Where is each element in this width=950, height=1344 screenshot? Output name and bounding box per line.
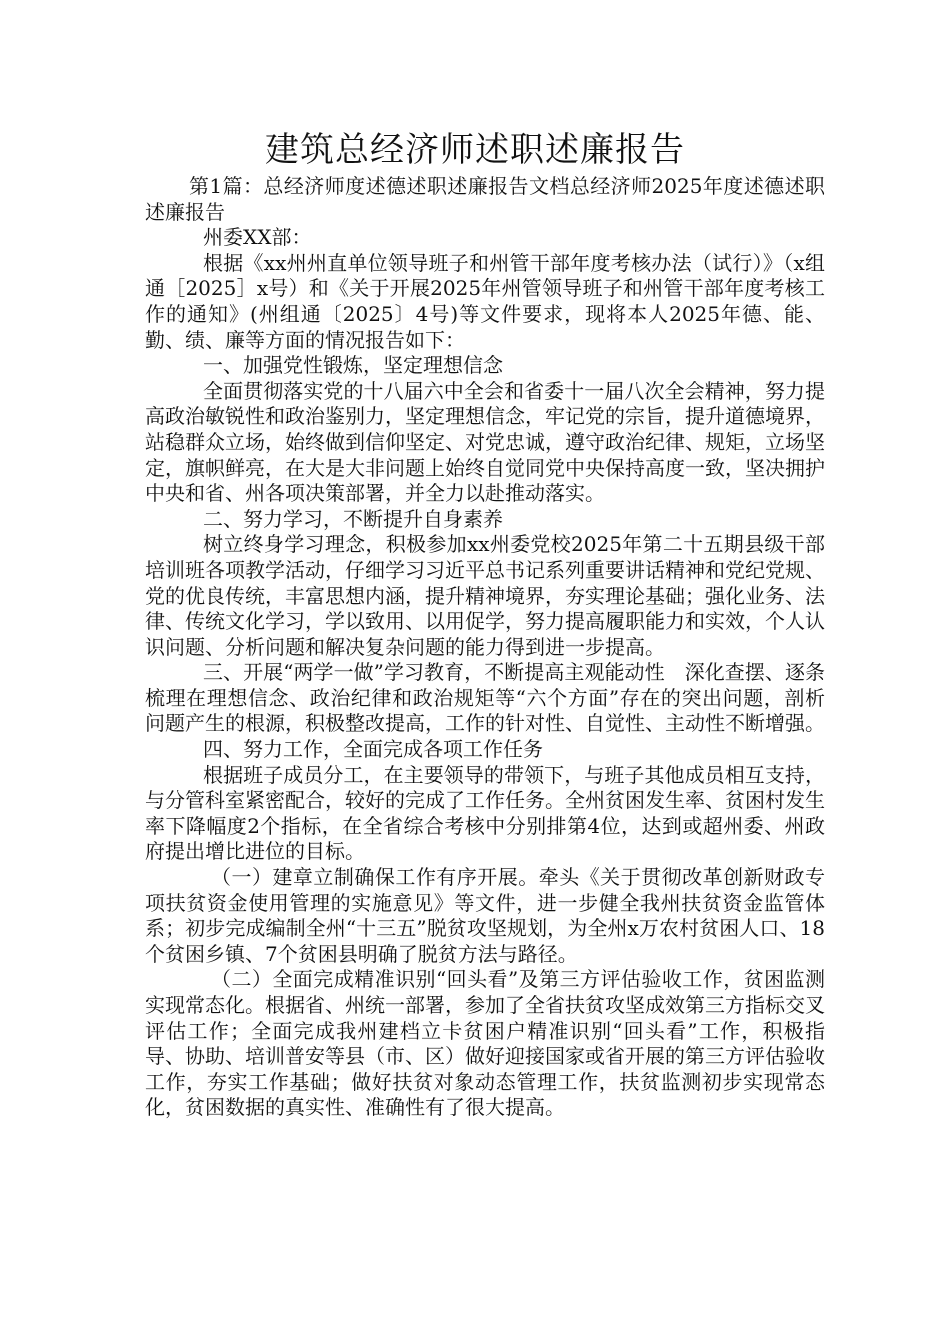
section-heading-2: 二、努力学习，不断提升自身素养 xyxy=(203,506,503,531)
section-heading-1: 一、加强党性锻炼，坚定理想信念 xyxy=(203,353,503,378)
paragraph-chapter-heading: 第1篇：总经济师度述德述职述廉报告文档总经济师2025年度述德述职述廉报告 xyxy=(145,174,825,224)
paragraph-subsection-2: （二）全面完成精准识别“回头看”及第三方评估验收工作，贫困监测实现常态化。根据省、州统一部署，参加了全省扶贫攻坚成效第三方指标交叉评估工作；全面完成我州建档立卡贫困户精准识别“回头看”工作，积极指导、协助、培训普安等县（市、区）做好迎接国家或省开展的第三方评估验收工作，夯实工作基础；做好扶贫对象动态管理工作，扶贫监测初步实现常态化，贫困数据的真实性、准确性有了很大提高。 xyxy=(145,967,825,1120)
paragraph-section-3: 三、开展“两学一做”学习教育，不断提高主观能动性 深化查摆、逐条梳理在理想信念、政治纪律和政治规矩等“六个方面”存在的突出问题，剖析问题产生的根源，积极整改提高，工作的针对性、自觉性、主动性不断增强。 xyxy=(145,660,825,736)
paragraph-subsection-1: （一）建章立制确保工作有序开展。牵头《关于贯彻改革创新财政专项扶贫资金使用管理的实施意见》等文件，进一步健全我州扶贫资金监管体系；初步完成编制全州“十三五”脱贫攻坚规划，为全州x万农村贫困人口、18个贫困乡镇、7个贫困县明确了脱贫方法与路径。 xyxy=(145,865,825,966)
paragraph-intro: 根据《xx州州直单位领导班子和州管干部年度考核办法（试行）》（x组通［2025］x号）和《关于开展2025年州管领导班子和州管干部年度考核工作的通知》(州组通〔2025〕4号)等文件要求，现将本人2025年德、能、勤、绩、廉等方面的情况报告如下： xyxy=(145,250,825,352)
document-title: 建筑总经济师述职述廉报告 xyxy=(265,130,685,170)
paragraph-section-2: 树立终身学习理念，积极参加xx州委党校2025年第二十五期县级干部培训班各项教学活动，仔细学习习近平总书记系列重要讲话精神和党纪党规、党的优良传统，丰富思想内涵，提升精神境界，夯实理论基础；强化业务、法律、传统文化学习，学以致用、以用促学，努力提高履职能力和实效，个人认识问题、分析问题和解决复杂问题的能力得到进一步提高。 xyxy=(145,532,825,659)
paragraph-section-1: 全面贯彻落实党的十八届六中全会和省委十一届八次全会精神，努力提高政治敏锐性和政治鉴别力，坚定理想信念，牢记党的宗旨，提升道德境界，站稳群众立场，始终做到信仰坚定、对党忠诚，遵守政治纪律、规矩，立场坚定，旗帜鲜亮，在大是大非问题上始终自觉同党中央保持高度一致，坚决拥护中央和省、州各项决策部署，并全力以赴推动落实。 xyxy=(145,378,825,506)
paragraph-section-4: 根据班子成员分工，在主要领导的带领下，与班子其他成员相互支持，与分管科室紧密配合，较好的完成了工作任务。全州贫困发生率、贫困村发生率下降幅度2个指标，在全省综合考核中分别排第4位，达到或超州委、州政府提出增比进位的目标。 xyxy=(145,762,825,864)
paragraph-salutation: 州委XX部： xyxy=(203,225,312,250)
document-body xyxy=(145,174,825,1121)
section-heading-4: 四、努力工作，全面完成各项工作任务 xyxy=(203,737,543,762)
